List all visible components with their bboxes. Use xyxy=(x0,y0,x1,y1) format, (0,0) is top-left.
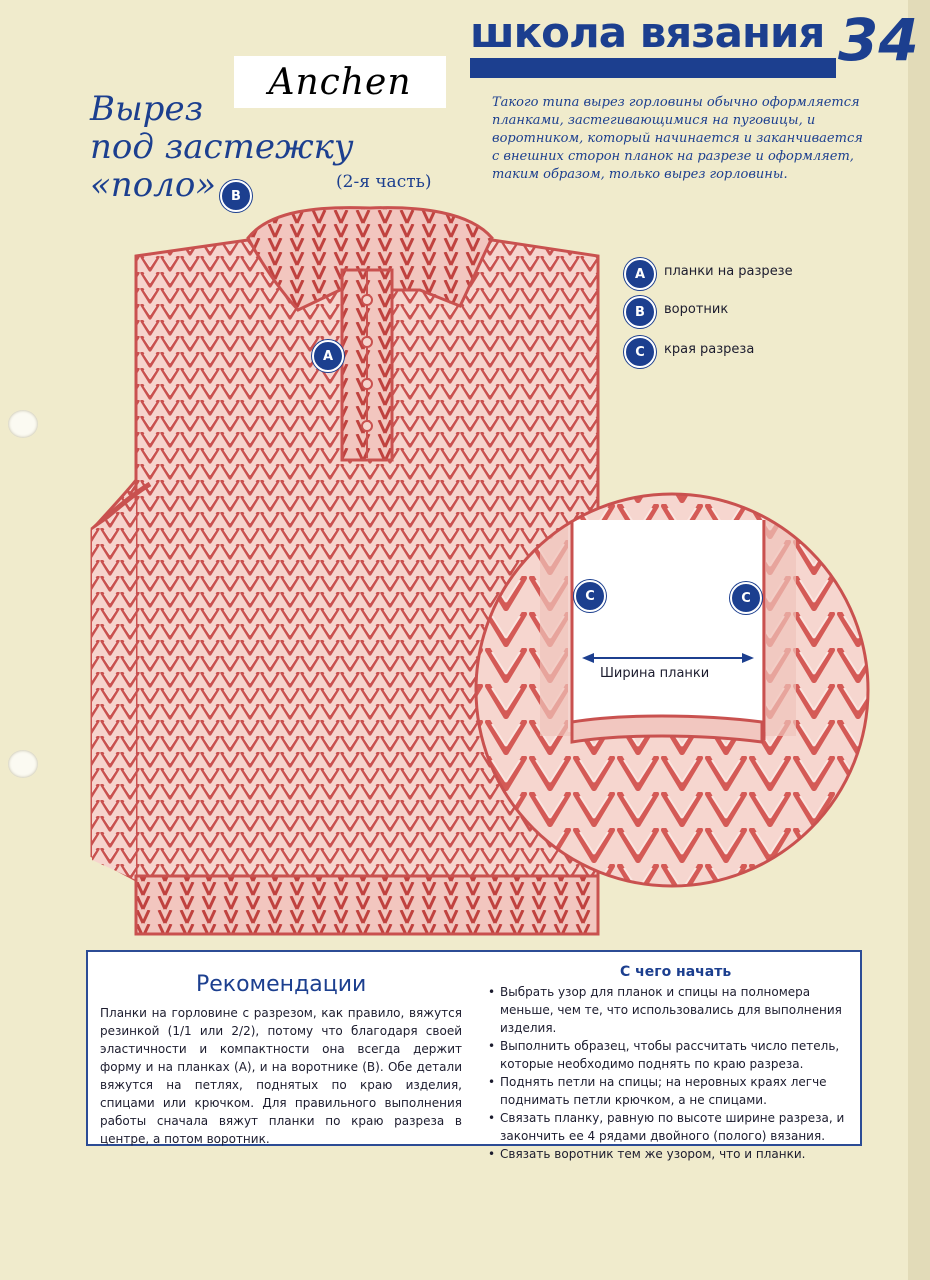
button-icon xyxy=(362,379,372,389)
legend-label-a: планки на разрезе xyxy=(664,264,793,279)
article-title-line-1: Вырез xyxy=(90,89,204,129)
article-title-line-3: «поло» xyxy=(90,165,217,205)
start-title: С чего начать xyxy=(620,964,732,980)
marker-b: B xyxy=(220,180,252,212)
article-part: (2-я часть) xyxy=(336,172,432,192)
list-item: • Выбрать узор для планок и спицы на полномера меньше, чем те, что использовались для выполнения изделия. xyxy=(488,983,852,1037)
button-icon xyxy=(362,295,372,305)
recommendations-text: Планки на горловине с разрезом, как правило, вяжутся резинкой (1/1 или 2/2), потому что благодаря своей эластичности и компактности она всегда держит форму и на планках (A), и на воротнике (B). Обе детали вяжутся на петлях, поднятых по краю изделия, спицами или крючком. Для правильного выполнения работы сначала вяжут планки по краю разреза в центре, а потом воротник. xyxy=(100,1006,462,1146)
legend-label-c: края разреза xyxy=(664,342,755,357)
legend-key-c: C xyxy=(624,336,656,368)
marker-c-left: C xyxy=(574,580,606,612)
legend-key-a: A xyxy=(624,258,656,290)
legend-key-b: B xyxy=(624,296,656,328)
article-title-line-2: под застежку xyxy=(90,127,354,167)
section-title: школа вязания xyxy=(470,8,825,57)
list-item: • Связать воротник тем же узором, что и планки. xyxy=(488,1145,852,1163)
list-item: • Связать планку, равную по высоте ширине разреза, и закончить ее 4 рядами двойного (полого) вязания. xyxy=(488,1109,852,1145)
button-icon xyxy=(362,421,372,431)
button-icon xyxy=(362,337,372,347)
legend-label-b: воротник xyxy=(664,302,729,317)
watermark-logo: Anchen xyxy=(234,56,446,108)
list-item: • Поднять петли на спицы; на неровных краях легче поднимать петли крючком, а не спицами. xyxy=(488,1073,852,1109)
recommendations-title: Рекомендации xyxy=(196,972,367,997)
page-number: 34 xyxy=(838,6,919,74)
list-item: • Выполнить образец, чтобы рассчитать число петель, которые необходимо поднять по краю разреза. xyxy=(488,1037,852,1073)
placket-width-label: Ширина планки xyxy=(600,666,710,681)
start-list xyxy=(488,983,852,1163)
marker-a: A xyxy=(312,340,344,372)
marker-c-right: C xyxy=(730,582,762,614)
article-intro: Такого типа вырез горловины обычно оформляется планками, застегивающимися на пуговицы, и воротником, который начинается и заканчивается с внешних сторон планок на разрезе и оформляет, таким образом, только вырез горловины. xyxy=(492,95,863,182)
